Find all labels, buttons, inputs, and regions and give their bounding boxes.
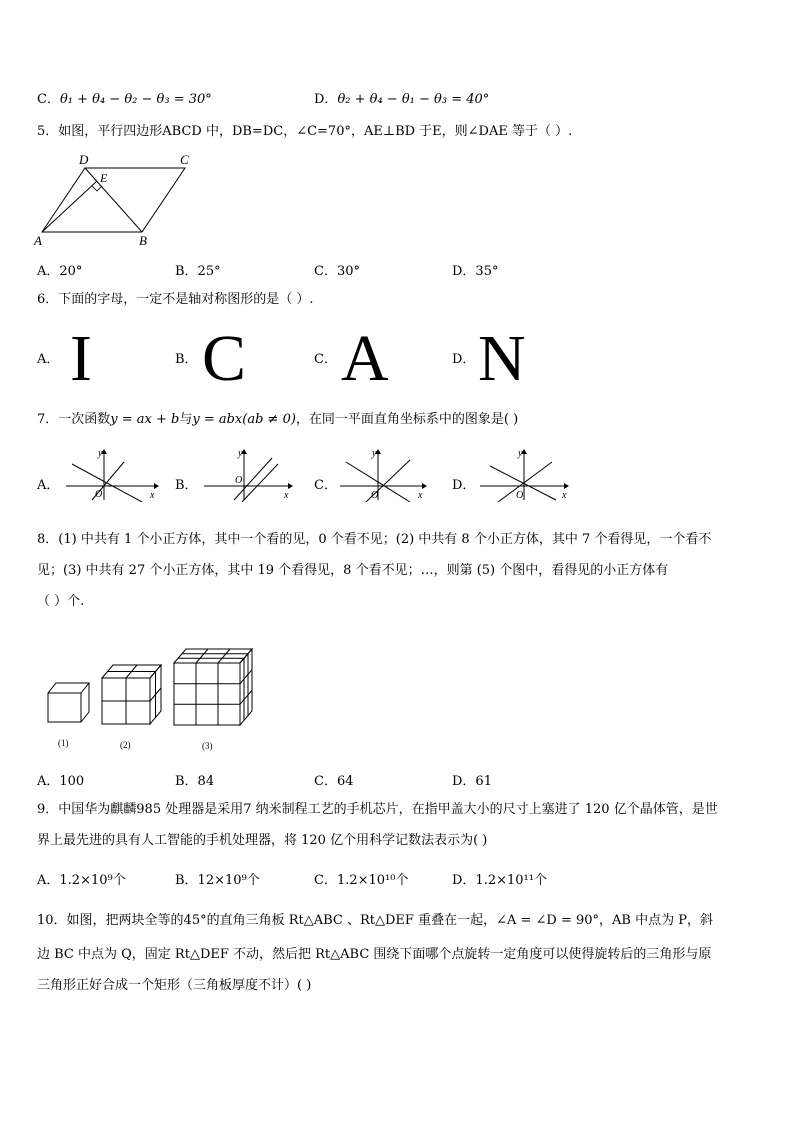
q7-formula-1: y = ax + b xyxy=(110,412,180,427)
q7-option-c-label: C． xyxy=(314,478,337,493)
q5-label-b: B xyxy=(139,233,147,248)
q7-d-xlabel: x xyxy=(562,490,567,501)
q8-cube-3 xyxy=(174,649,252,725)
q10-stem-line3: 三角形正好合成一个矩形（三角板厚度不计）( ) xyxy=(37,978,312,993)
q7-b-ylabel: y xyxy=(238,448,243,459)
q6-option-b-label: B． xyxy=(175,352,198,367)
q4-option-d xyxy=(314,88,489,107)
q7-formula-2: y = abx(ab ≠ 0) xyxy=(192,412,296,427)
q5-option-d: D．35° xyxy=(452,264,499,279)
q6-letter-i: I xyxy=(70,322,92,395)
q5-stem: 5．如图，平行四边形ABCD 中，DB=DC，∠C=70°，AE⊥BD 于E，则∠DAE 等于（ ）. xyxy=(37,124,573,139)
q8-stem-line3: （ ）个. xyxy=(37,594,85,609)
q7-stem-pre: 7．一次函数 xyxy=(37,412,111,427)
q7-a-origin: O xyxy=(95,489,103,500)
q9-option-b: B．12×10⁹个 xyxy=(175,873,260,888)
q6-letter-n: N xyxy=(478,322,526,395)
q6-option-d-label: D． xyxy=(452,352,476,367)
q7-graph-c xyxy=(336,446,436,502)
q8-option-c: C．64 xyxy=(314,774,354,789)
q7-stem xyxy=(37,405,518,435)
q4-option-c-label: C． xyxy=(37,92,60,107)
q6-letter-a: A xyxy=(341,322,389,395)
q7-a-xlabel: x xyxy=(150,490,155,501)
q5-label-e: E xyxy=(100,171,108,185)
q7-stem-post: ，在同一平面直角坐标系中的图象是( ) xyxy=(295,412,519,427)
q6-option-c-label: C． xyxy=(314,352,337,367)
q7-a-ylabel: y xyxy=(98,448,103,459)
q7-option-a-label: A． xyxy=(37,478,60,493)
q5-option-c: C．30° xyxy=(314,264,360,279)
q4-option-c xyxy=(37,88,212,107)
q4-option-d-label: D． xyxy=(314,92,338,107)
q7-option-b-label: B． xyxy=(175,478,198,493)
q9-option-a: A．1.2×10⁹个 xyxy=(37,873,126,888)
q9-option-d: D．1.2×10¹¹个 xyxy=(452,873,547,888)
q8-cube-label-3: (3) xyxy=(202,741,213,751)
q5-parallelogram-figure xyxy=(30,150,200,250)
q7-d-ylabel: y xyxy=(518,448,523,459)
q8-cubes-figure xyxy=(40,633,270,758)
q7-b-origin: O xyxy=(235,475,243,486)
q9-stem-line1: 9．中国华为麒麟985 处理器是采用7 纳米制程工艺的手机芯片，在指甲盖大小的尺寸上塞进了 120 亿个晶体管，是世 xyxy=(37,802,718,817)
q4-option-d-formula: θ₂ + θ₄ − θ₁ − θ₃ = 40° xyxy=(337,92,490,107)
q9-option-c: C．1.2×10¹⁰个 xyxy=(314,873,409,888)
q8-option-d: D．61 xyxy=(452,774,492,789)
q7-c-ylabel: y xyxy=(372,448,377,459)
q7-option-d-label: D． xyxy=(452,478,476,493)
q7-stem-mid: 与 xyxy=(179,412,193,427)
q5-label-d: D xyxy=(79,152,89,167)
q7-graph-b xyxy=(200,446,300,502)
q8-option-a: A．100 xyxy=(37,774,85,789)
q7-graph-d xyxy=(476,446,576,502)
q9-stem-line2: 界上最先进的具有人工智能的手机处理器，将 120 亿个用科学记数法表示为( ) xyxy=(37,833,488,848)
q8-stem-line2: 见；(3) 中共有 27 个小正方体，其中 19 个看得见，8 个看不见；…，则第 (5) 个图中，看得见的小正方体有 xyxy=(37,563,669,578)
q6-option-a-label: A． xyxy=(37,352,60,367)
q10-stem-line2: 边 BC 中点为 Q，固定 Rt△DEF 不动，然后把 Rt△ABC 围绕下面哪个点旋转一定角度可以使得旋转后的三角形与原 xyxy=(37,947,712,962)
q7-c-origin: O xyxy=(371,490,379,501)
q8-stem-line1: 8．(1) 中共有 1 个小正方体，其中一个看的见，0 个看不见；(2) 中共有 8 个小正方体，其中 7 个看得见，一个看不 xyxy=(37,532,712,547)
q7-c-xlabel: x xyxy=(418,490,423,501)
q7-graph-a xyxy=(62,446,162,502)
q8-cube-2 xyxy=(102,665,161,724)
q8-cube-1 xyxy=(48,683,89,722)
q5-option-b: B．25° xyxy=(175,264,221,279)
q4-option-c-formula: θ₁ + θ₄ − θ₂ − θ₃ = 30° xyxy=(59,92,212,107)
q6-letter-c: C xyxy=(202,322,247,395)
q8-cube-label-2: (2) xyxy=(120,740,131,750)
q7-d-origin: O xyxy=(516,490,524,501)
q5-label-a: A xyxy=(34,233,42,248)
q8-cube-label-1: (1) xyxy=(58,738,69,748)
q7-b-xlabel: x xyxy=(284,490,289,501)
q5-label-c: C xyxy=(180,152,189,167)
q5-option-a: A．20° xyxy=(37,264,83,279)
q6-stem: 6．下面的字母，一定不是轴对称图形的是（ ）. xyxy=(37,292,314,307)
q8-option-b: B．84 xyxy=(175,774,215,789)
q10-stem-line1: 10．如图，把两块全等的45°的直角三角板 Rt△ABC 、Rt△DEF 重叠在一起，∠A = ∠D = 90°，AB 中点为 P，斜 xyxy=(37,913,713,928)
